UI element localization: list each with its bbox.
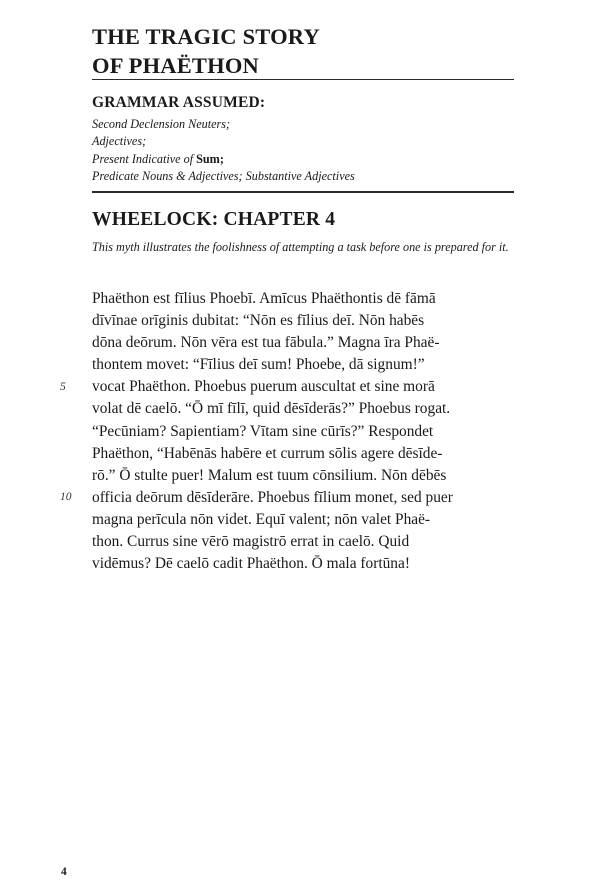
page-number: 4 [61, 866, 67, 878]
title-divider [92, 79, 514, 80]
passage-line: vidēmus? Dē caelō cadit Phaëthon. Ō mala fortūna! [92, 555, 410, 573]
passage-line: dīvīnae orīginis dubitat: “Nōn es fīlius deī. Nōn habēs [92, 312, 425, 330]
passage-line: Phaëthon, “Habēnās habēre et currum sōlis agere dēsīde- [92, 444, 443, 462]
passage-line: thontem movet: “Fīlius deī sum! Phoebe, dā signum!” [92, 356, 425, 374]
line-number: 5 [60, 381, 66, 393]
passage-line: “Pecūniam? Sapientiam? Vītam sine cūrīs?” Respondet [92, 422, 434, 440]
passage-line: Phaëthon est fīlius Phoebī. Amīcus Phaëthontis dē fāmā [92, 290, 436, 307]
grammar-item [92, 151, 355, 168]
title-line-1: THE TRAGIC STORY [92, 24, 320, 49]
passage-line: magna perīcula nōn videt. Equī valent; nōn valet Phaë- [92, 510, 431, 528]
passage-line: rō.” Ō stulte puer! Malum est tuum cōnsilium. Nōn dēbēs [92, 466, 447, 484]
chapter-intro: This myth illustrates the foolishness of attempting a task before one is prepared for it. [92, 240, 509, 254]
title-line-2: OF PHAËTHON [92, 53, 259, 78]
line-number: 10 [60, 491, 72, 503]
grammar-item: Adjectives; [92, 134, 147, 149]
latin-passage [92, 288, 522, 575]
passage-line: dōna deōrum. Nōn vēra est tua fābula.” Magna īra Phaë- [92, 334, 440, 352]
grammar-item-bold: Sum; [196, 151, 224, 166]
passage-line: thon. Currus sine vērō magistrō errat in caelō. Quid [92, 533, 410, 551]
passage-line: officia deōrum dēsīderāre. Phoebus fīlium monet, sed puer [92, 488, 453, 506]
chapter-heading: WHEELOCK: CHAPTER 4 [92, 209, 336, 230]
section-divider [92, 191, 514, 193]
grammar-item: Second Declension Neuters; [92, 117, 231, 131]
grammar-list [92, 116, 355, 185]
grammar-item: Predicate Nouns & Adjectives; Substantive Adjectives [92, 168, 355, 183]
grammar-item-prefix: Present Indicative of [92, 151, 197, 166]
passage-line: vocat Phaëthon. Phoebus puerum auscultat et sine morā [92, 378, 435, 396]
story-title [92, 22, 512, 80]
passage-line: volat dē caelō. “Ō mī fīlī, quid dēsīderās?” Phoebus rogat. [92, 400, 451, 418]
grammar-heading: GRAMMAR ASSUMED: [92, 94, 266, 111]
